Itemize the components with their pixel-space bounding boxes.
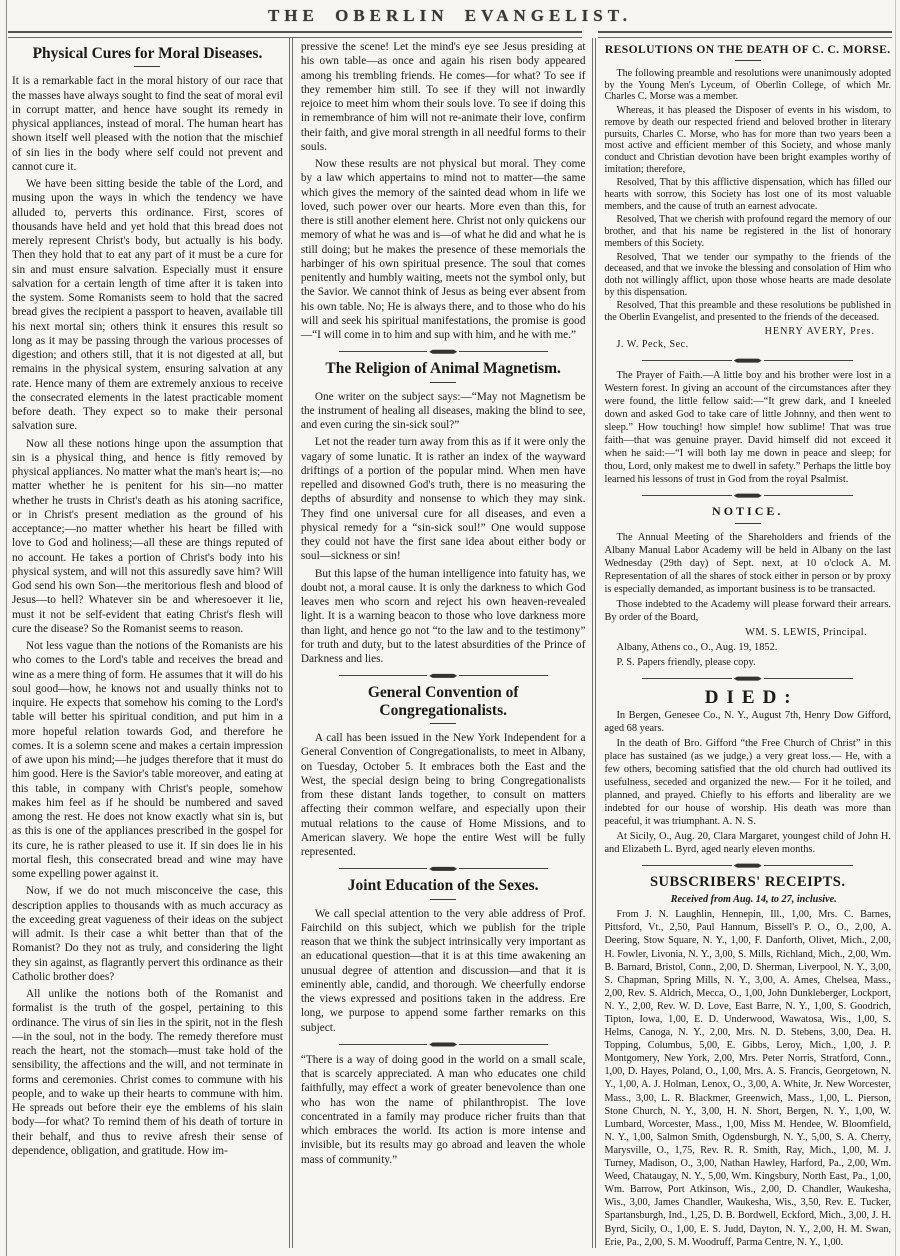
article-heading-general-convention: General Convention of Congregationalists.	[367, 684, 519, 719]
article-subscribers-receipts	[604, 874, 891, 1248]
section-divider	[339, 1042, 548, 1047]
diamond-ornament-icon	[734, 676, 762, 681]
heading-rule	[735, 60, 761, 61]
masthead-rule-left	[8, 31, 582, 38]
article-heading-animal-magnetism: The Religion of Animal Magnetism.	[325, 360, 561, 378]
paragraph: Resolved, That by this afflictive dispensation, which has filled our hearts with sorrow, this Society has lost one of its most valuable members, and the cause of truth an earnest advocate.	[604, 177, 891, 212]
column-3	[597, 38, 894, 1248]
dateline: Albany, Athens co., O., Aug. 19, 1852.	[616, 642, 778, 654]
heading-rule	[735, 523, 761, 524]
paragraph: Resolved, That we tender our sympathy to the friends of the deceased, and that we invoke the blessing and consolation of Him who doth not willingly afflict, upon those whose hearts are made desolate by this dispensation.	[604, 251, 891, 298]
heading-rule	[430, 899, 456, 900]
article-physical-cures-continuation	[301, 40, 586, 342]
article-physical-cures	[12, 45, 283, 1158]
newspaper-title: THE OBERLIN EVANGELIST.	[267, 6, 633, 25]
diamond-ornament-icon	[734, 863, 762, 868]
masthead-rule-right	[598, 31, 892, 38]
article-joint-education	[301, 877, 586, 1035]
paragraph: The Annual Meeting of the Shareholders and friends of the Albany Manual Labor Academy will be held in Albany on the last Wednesday (29th day) of Sept. next, at 10 o'clock A. M. Representation of all the shares of stock either in person or by proxy is especially demanded, as important business is to be transacted.	[604, 532, 891, 596]
article-heading-receipts: SUBSCRIBERS' RECEIPTS.	[649, 874, 846, 891]
section-divider	[642, 676, 853, 681]
paragraph: It is a remarkable fact in the moral history of our race that the masses have always sought to find the seat of moral evil in corrupt matter, and hence have sought its remedy in physical appliances, instead of moral. The human heart has shown itself well pleased with the notion that the mischief of sin lies in the body where self could not prevent and cannot cure it.	[12, 75, 283, 173]
diamond-ornament-icon	[429, 1042, 457, 1047]
heading-rule	[134, 66, 160, 67]
masthead-rule	[0, 31, 900, 38]
paragraph: Not less vague than the notions of the Romanists are his who comes to the Lord's table and receives the bread and wine as a mere thing of form. He assumes that it will do his soul good—how, he knows not and usually thinks not to inquire. He expects that somehow his coming to the Lord's table will better his spiritual condition, and put him in a more hopeful relation towards God, and therefore he comes. It is a solemn scene and makes a certain impression of awe upon his mind;—he judges therefore that it must do him good. Here is the Savior's table moreover, and eating at this table, in company with Christ's people, somehow makes him feel as if he should be numbered and saved among the rest. He does not know exactly what sin is, but as this is one of the appliances prescribed in the gospel for its cure, he is rather pleased to use it. If sin does lie in his mortal flesh, this consecrated bread and wine may have some expelling power against it.	[12, 640, 283, 881]
paragraph: pressive the scene! Let the mind's eye see Jesus presiding at his own table—as once and again his risen body appeared among his trembling friends. He comes—for what? To see if they remember him still. To see if they will not inwardly rejoice to meet him whom their souls love. To see if doing this in remembrance of him will not re-animate their love, confirm their faith, and give moral strength in all needful forms to their souls.	[300, 41, 586, 153]
article-animal-magnetism	[301, 360, 586, 666]
signature-principal: WM. S. LEWIS, Principal.	[745, 627, 867, 639]
receipts-date-range: Received from Aug. 14, to 27, inclusive.	[670, 894, 837, 906]
section-divider	[339, 866, 548, 871]
article-died	[604, 687, 891, 856]
masthead	[0, 0, 900, 26]
quotation-paragraph: “There is a way of doing good in the world on a small scale, that is scarcely appreciated. A man who educates one child faithfully, may effect a work of greater benevolence than one who has won the name of philanthropist. The love concentrated in a family may produce richer fruits than that which embraces the world. Its action is more intense and invisible, but its results may go abroad and leaven the whole mass of community.”	[300, 1053, 586, 1166]
article-heading-physical-cures: Physical Cures for Moral Diseases.	[32, 45, 263, 62]
article-resolutions-morse	[604, 43, 891, 351]
columns-container	[0, 38, 900, 1248]
paragraph: From J. N. Laughlin, Hennepin, Ill., 1,00, Mrs. C. Barnes, Pittsford, Vt., 2,50, Paul Hannum, Bissell's P. O., O., 2,00, A. Deering, Stow Square, N. Y., 1,00, F. Danforth, Olivet, Mich., 2,00, H. Fowler, Livonia, N. Y., 3,00, S. Mills, Richland, Mich., 2,00, Wm. B. Barnard, Bristol, Conn., 2,00, D. Sherman, Liverpool, N. Y., 3,00, S. Chapman, Spring Mills, N. Y., 3,00, A. Ames, Chelsea, Mass., 2,00, Rev. S. Aldrich, Mecca, O., 1,00, John Dunkleberger, Lockport, N. Y., 2,00, Rev. W. D. Love, East Barre, N. Y., 1,00, S. Goodrich, Tipton, Iowa, 1,00, E. D. Underwood, Wawatosa, Wis., 1,00, S. Helms, Canoga, N. Y., 2,00, Mrs. N. D. Stebens, 3,00, Dea. H. Topping, Columbus, 5,00, E. Gibbs, Leroy, Mich., 1,00, J. P. Montgomery, New York, 2,00, Mrs. Peter Norris, Stratford, Conn., 1,00, D. Hayes, Poland, O., 1,00, Mrs. A. S. Francis, Georgetown, N. Y., 1,00, A. J. Holman, Lenox, O., 3,00, A. White, Jr. New Worcester, Mass., 3,00, L. R. Blackmer, Greenwich, Mass., 1,00, L. Pierson, Stone Church, N. Y., 3,00, H. N. Short, Bergen, N. Y., 1,00, W. Lumbard, Worcester, Mass., 1,00, Miss M. Hendee, W. Bloomfield, N. Y., 1,00, Salmon Smith, Ogdensburgh, N. Y., 5,00, S. A. Cherry, Marysville, O., 1,75, Rev. R. R. Smith, Ray, Mich., 1,00, M. J. Turney, Madison, O., 3,00, Nathan Hawley, Harford, Pa., 2,00, Wm. Weed, Chataugay, N. Y., 5,00, Wm. Kingsbury, North East, Pa., 1,00, Wm. Barrow, Port Atkinson, Wis., 2,00, D. Chandler, Waukesha, Wis., 3,00, James Chandler, Waukesha, Wis., 3,50, Rev. E. Tucker, Spartansburgh, Ind., 1,25, D. B. Bordwell, Eckford, Mich., 3,00, J. H. Byrd, Sicily, O., 1,00, E. S. Judd, Dayton, N. Y., 2,00, H. M. Swan, Erie, Pa., 2,00, S. M. Woodruff, Parma Centre, N. Y., 1,00.	[604, 909, 891, 1248]
diamond-ornament-icon	[429, 866, 457, 871]
diamond-ornament-icon	[429, 349, 457, 354]
article-general-convention	[301, 684, 586, 859]
paragraph: In the death of Bro. Gifford “the Free Church of Christ” in this place has sustained (as we judge,) a very great loss.— He, with a few others, becoming satisfied that the old church had outlived its usefulness, seceded and organized the new.— For it he toiled, and planned, and prayed. Chiefly to his efforts and liberality are we indebted for our house of worship. His death was more than peaceful, it was triumphant. A. N. S.	[604, 738, 891, 828]
section-divider	[642, 493, 853, 498]
article-heading-resolutions: RESOLUTIONS ON THE DEATH OF C. C. MORSE.	[604, 43, 891, 56]
paragraph: But this lapse of the human intelligence into fatuity has, we doubt not, a moral cause. It is only the darkness to which God leaves men who scorn and reject his own heaven-revealed light. It is a warning beacon to those who love darkness more than light, and hence go not “to the law and to the testimony” for truth and duty, but to the latest absurdities of the Prince of Darkness and lies.	[300, 567, 586, 666]
heading-rule	[430, 382, 456, 383]
paragraph: Now these results are not physical but moral. They come by a law which appertains to mind not to matter—the same which gives the memory of the sainted dead whom in life we loved, such power over our hearts. More even than this, for there is still another element here. Christ not only quickens our memory of what he was and is—of what he did and what he is still doing; but he makes the presence of these memorials the harbinger of his own spiritual presence. The soul that comes penitently and humbly waiting, meets not the symbol only, but the Savior. We cannot think of Jesus as being ever absent from his own table. No; He is always there, and to those who do his will and seek his spiritual manifestations, the promise is good—“I will come in to him and sup with him, and he with me.”	[300, 158, 586, 341]
paragraph: Now, if we do not much misconceive the case, this description applies to thousands with as much accuracy as the exceeding great vagueness of their ideas on the subject will admit. Is their case a whit better than that of the Romanist? Do they not as truly, and considering the light they sin against, as flagrantly pervert this ordinance as their Catholic brother does?	[12, 885, 283, 983]
paragraph: The Prayer of Faith.—A little boy and his brother were lost in a Western forest. In giving an account of the circumstances after they were found, the little fellow said:—“It grew dark, and I kneeled down and asked God to take care of little Johnny, and then went to sleep.” How touching! how simple! how sublime! That was true faith—that was genuine prayer. David himself did not exceed it when he said:—“I will both lay me down in peace and sleep; for thou, Lord, only makest me to dwell in safety.” Perhaps the little boy learned his lessons of trust in God from the royal Psalmist.	[604, 370, 891, 486]
paragraph: Resolved, That this preamble and these resolutions be published in the Oberlin Evangelist, and presented to the friends of the deceased.	[604, 300, 891, 324]
column-divider-rule	[289, 38, 293, 1248]
section-divider	[339, 673, 548, 678]
paragraph: Now all these notions hinge upon the assumption that sin is a physical thing, and hence is fitly removed by physical appliances. No matter what the man's heart is;—no matter whether he is penitent for his sin—no matter whether he trusts in Christ's death as his atoning sacrifice, or in Christ's present mediation as the ground of his acceptance;—no matter whether his heart be filled with love to God and holiness;—all these are things reputed of no account. He takes a portion of Christ's body into his physical system, and will not this assuredly save him? Will God send his own Son—the meritorious flesh and blood of Jesus—to hell? Whatever sin be and wheresoever it lie, must it not be self-evident that eating Christ's flesh will cure the disease? So the Romanist seems to reason.	[12, 437, 283, 635]
paragraph: A call has been issued in the New York Independent for a General Convention of Congregationalists, to meet in Albany, on Tuesday, October 5. It embraces both the East and the West, the special design being to bring Congregationalists from these distant lands together, to consult on matters affecting their common welfare, and especially upon their mutual relations to the cause of Home Missions, and to American slavery. We hope the entire West will be fully represented.	[300, 732, 586, 859]
paragraph: At Sicily, O., Aug. 20, Clara Margaret, youngest child of John H. and Elizabeth L. Byrd, aged nearly eleven months.	[604, 831, 891, 856]
section-divider	[642, 358, 853, 363]
article-prayer-of-faith	[604, 369, 891, 486]
paragraph: All unlike the notions both of the Romanist and formalist is the truth of the gospel, pertaining to this ordinance. The virus of sin lies in the spirit, not in the flesh—in the soul, not in the body. The remedy therefore must reach the heart, not the stomach—must take hold of the sensibility, the affections and the will, and not terminate in forms and ceremonies. Christ comes to commune with his people, and to wake up their hearts to commune with him. He spreads out before their eye the emblems of his slain body—for what? To remind them of his death of torture in their behalf, and thus to revive afresh their sense of dependence, obligation, and gratitude. How im-	[12, 988, 283, 1157]
paragraph: Those indebted to the Academy will please forward their arrears. By order of the Board,	[604, 599, 891, 624]
paragraph: We have been sitting beside the table of the Lord, and musing upon the ways in which the tendency we have alluded to, perverts this ordinance. First, scores of thousands have held and yet hold that this bread does not merely represent Christ's body, but actually is his body. Then they hold that to eat any part of it must be a cure for sin and must ensure salvation. Especially must it ensure salvation for a certain length of time after it is taken into the system. Some Romanists seem to hold that the sacred bread gives the recipient a passport to heaven, available till his next mortal sin; others think it ensures this result so long as it may be passing through the various processes of digestion; and others still, that it is not digested at all, but remains in the physical system, ensuring salvation at any rate. Hence many of them are extremely anxious to receive the consecrated elements in the latest practicable moment before death. They expect so to make their personal salvation sure.	[12, 178, 283, 433]
signature-president: HENRY AVERY, Pres.	[764, 325, 875, 337]
diamond-ornament-icon	[734, 493, 762, 498]
column-1	[7, 38, 288, 1248]
diamond-ornament-icon	[429, 673, 457, 678]
section-divider	[642, 863, 853, 868]
section-divider	[339, 349, 548, 354]
paragraph: Let not the reader turn away from this as if it were only the vagary of some lunatic. It is rather an index of the wayward driftings of a portion of the popular mind. When men have repelled and disowned God's truth, there is no measuring the depths of absurdity and nonsense to which they may sink. They find one universal cure for all diseases, and even a physical remedy for a “sin-sick soul!” One would suppose they could not have the first sane idea about either body or soul—sickness or sin!	[300, 436, 586, 563]
article-heading-joint-education: Joint Education of the Sexes.	[347, 877, 539, 895]
diamond-ornament-icon	[734, 358, 762, 363]
paragraph: We call special attention to the very able address of Prof. Fairchild on this subject, which we publish for the triple reason that we think the subject intrinsically very important as an educational question—that it is at this time awakening an unusual degree of attention and discussion—and that it is eminently able, candid, and thorough. We cheerfully endorse the views expressed and positions taken in the address. Ere long, we purpose to append some farther remarks on this subject.	[300, 907, 586, 1034]
signature-secretary: J. W. Peck, Sec.	[616, 339, 689, 351]
paragraph: Resolved, That we cherish with profound regard the memory of our brother, and that his name be registered in the list of honorary members of this Society.	[604, 214, 891, 249]
article-heading-notice: NOTICE.	[712, 504, 784, 519]
postscript: P. S. Papers friendly, please copy.	[616, 657, 756, 669]
column-divider-rule	[592, 38, 596, 1248]
paragraph: One writer on the subject says:—“May not Magnetism be the instrument of healing all diseases, making the blind to see, and even curing the sin-sick soul?”	[300, 390, 586, 432]
column-2	[294, 38, 592, 1248]
article-notice	[604, 504, 891, 669]
paragraph: In Bergen, Genesee Co., N. Y., August 7th, Henry Dow Gifford, aged 68 years.	[604, 710, 891, 735]
heading-rule	[430, 723, 456, 724]
article-heading-died: DIED:	[704, 687, 799, 709]
paragraph: The following preamble and resolutions were unanimously adopted by the Young Men's Lyceum, of Oberlin College, of which Mr. Charles C. Morse was a member.	[604, 68, 891, 103]
paragraph: Whereas, it has pleased the Disposer of events in his wisdom, to remove by death our respected friend and beloved brother in literary pursuits, Charles C. Morse, who has for more than two years been a most active and efficient member of this Society, and whose manly conduct and Christian devotion have been bright examples worthy of imitation; therefore,	[604, 105, 891, 175]
